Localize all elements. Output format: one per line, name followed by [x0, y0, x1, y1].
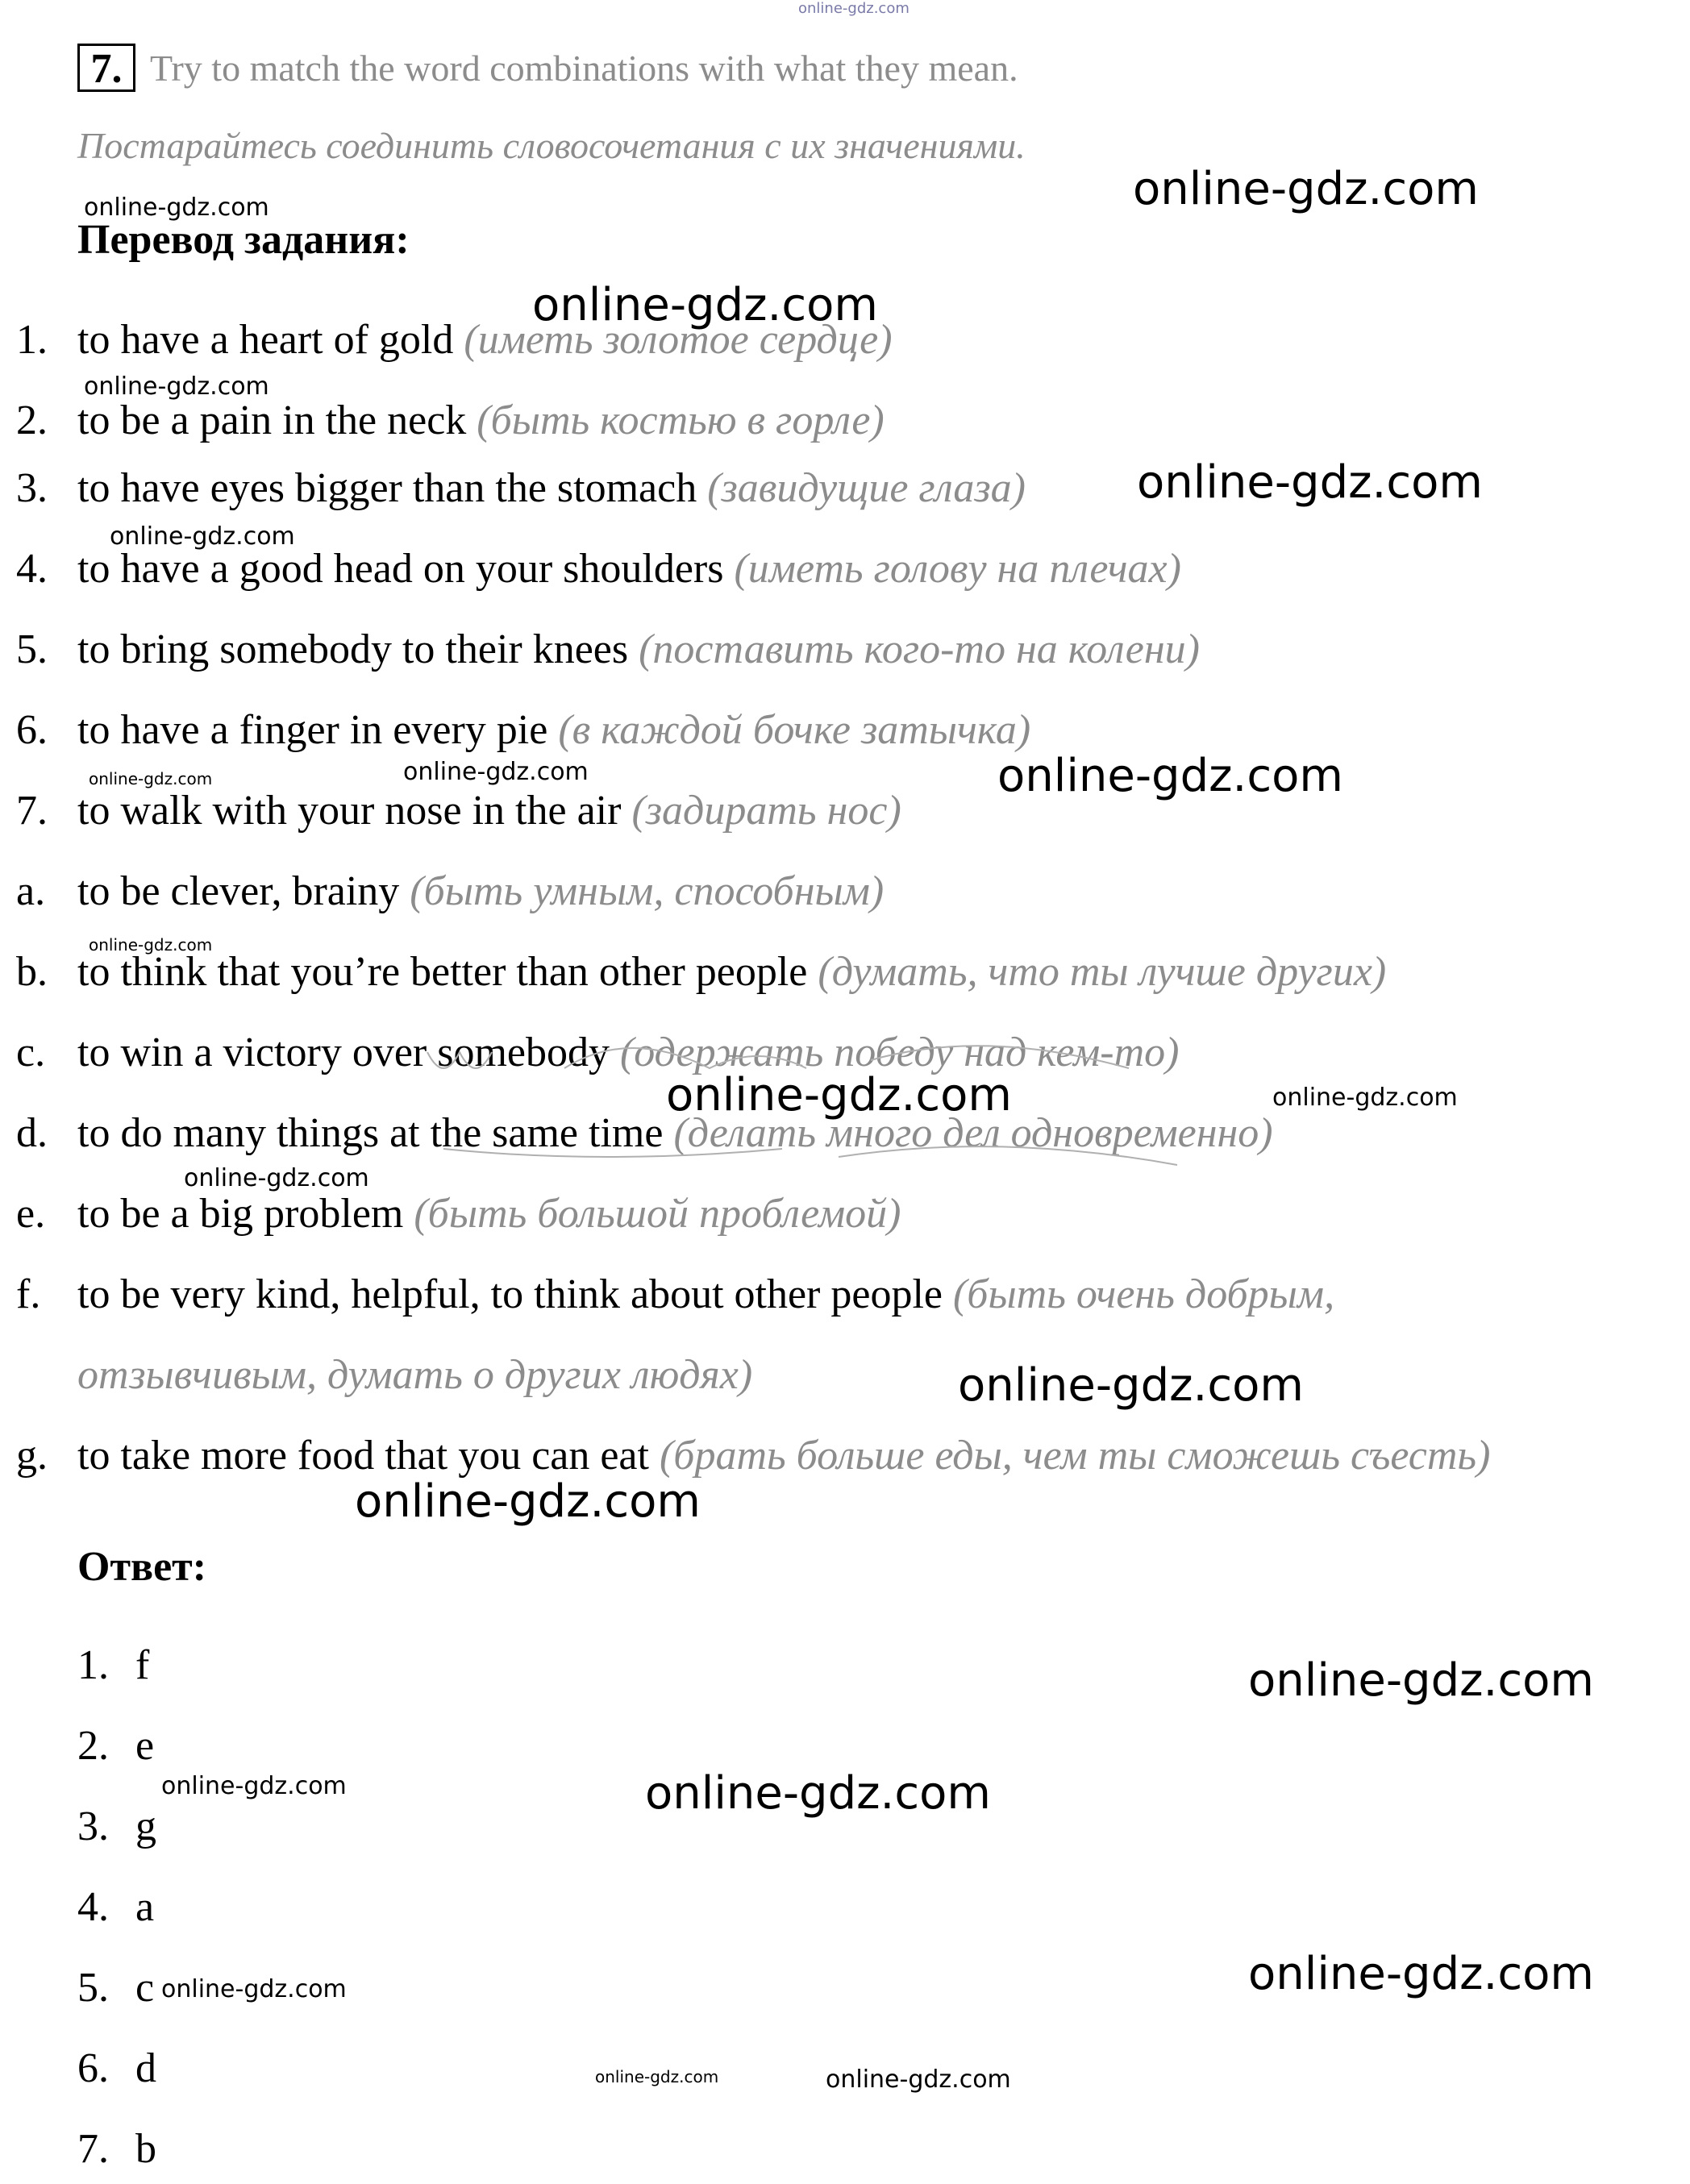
watermark: online-gdz.com — [826, 2065, 1011, 2094]
answer-number: 4. — [77, 1884, 109, 1930]
item-letter: f. — [16, 1271, 41, 1317]
item-text: to be clever, brainy — [77, 868, 400, 914]
item-text: to have a good head on your shoulders — [77, 546, 724, 592]
item-number: 1. — [16, 317, 48, 363]
answer-letter: b — [135, 2126, 156, 2172]
item-letter: g. — [16, 1433, 48, 1479]
watermark: online-gdz.com — [997, 750, 1343, 802]
answer-heading: Ответ: — [77, 1544, 207, 1590]
item-text: to have a finger in every pie — [77, 707, 548, 753]
answer-row — [77, 1803, 156, 1850]
item-text: to be a pain in the neck — [77, 397, 467, 443]
item-translation: (быть большой проблемой) — [414, 1191, 901, 1237]
answer-number: 3. — [77, 1803, 109, 1849]
item-letter: d. — [16, 1110, 48, 1156]
answer-letter: f — [135, 1642, 150, 1688]
watermark: online-gdz.com — [595, 2067, 719, 2086]
item-text: to bring somebody to their knees — [77, 626, 629, 672]
item-translation: (иметь голову на плечах) — [734, 546, 1181, 592]
watermark: online-gdz.com — [184, 1164, 369, 1192]
watermark: online-gdz.com — [798, 0, 910, 17]
item-text: to be very kind, helpful, to think about other people — [77, 1271, 943, 1317]
answer-row — [77, 1641, 149, 1689]
watermark: online-gdz.com — [666, 1069, 1012, 1121]
watermark: online-gdz.com — [161, 1975, 347, 2003]
answer-row — [77, 2125, 156, 2173]
translation-heading: Перевод задания: — [77, 217, 410, 263]
answer-letter: e — [135, 1723, 155, 1769]
watermark: online-gdz.com — [1272, 1084, 1458, 1112]
item-text: to win a victory over somebody — [77, 1030, 610, 1075]
task-title: Try to match the word combinations with what they mean. — [150, 48, 1018, 89]
item-number: 4. — [16, 546, 48, 592]
task-number-box: 7. — [77, 44, 135, 92]
watermark: online-gdz.com — [958, 1359, 1304, 1412]
item-translation: (быть костью в горле) — [477, 397, 885, 443]
item-letter: c. — [16, 1030, 46, 1075]
item-text: to walk with your nose in the air — [77, 788, 622, 834]
answer-row — [77, 1722, 154, 1770]
watermark: online-gdz.com — [161, 1772, 347, 1800]
watermark: online-gdz.com — [1248, 1654, 1594, 1707]
item-text: to have eyes bigger than the stomach — [77, 465, 697, 511]
watermark: online-gdz.com — [403, 758, 589, 786]
item-letter: a. — [16, 868, 46, 914]
item-translation: (брать больше еды, чем ты сможешь съесть) — [659, 1433, 1491, 1479]
item-number: 2. — [16, 397, 48, 443]
watermark: online-gdz.com — [1137, 456, 1483, 509]
answer-number: 2. — [77, 1723, 109, 1769]
watermark: online-gdz.com — [84, 193, 269, 222]
item-translation: (одержать победу над кем-то) — [619, 1030, 1180, 1075]
answer-number: 6. — [77, 2045, 109, 2091]
watermark: online-gdz.com — [355, 1475, 701, 1528]
watermark: online-gdz.com — [84, 372, 269, 401]
item-translation: (иметь золотое сердце) — [464, 317, 893, 363]
item-translation: (в каждой бочке затычка) — [558, 707, 1031, 753]
watermark: online-gdz.com — [532, 279, 878, 331]
answer-number: 5. — [77, 1965, 109, 2011]
answer-row — [77, 1964, 154, 2011]
item-translation: (быть умным, способным) — [410, 868, 885, 914]
item-number: 3. — [16, 465, 48, 511]
item-letter: e. — [16, 1191, 46, 1237]
answer-row — [77, 2045, 156, 2092]
answer-row — [77, 1883, 154, 1931]
item-letter: b. — [16, 949, 48, 995]
watermark: online-gdz.com — [1133, 163, 1479, 215]
watermark: online-gdz.com — [1248, 1948, 1594, 2000]
item-translation-continued: отзывчивым, думать о других людях) — [77, 1352, 753, 1398]
item-number: 5. — [16, 626, 48, 672]
item-text: to do many things at the same time — [77, 1110, 664, 1156]
item-text: to be a big problem — [77, 1191, 404, 1237]
watermark: online-gdz.com — [110, 522, 295, 551]
item-translation: (думать, что ты лучше других) — [818, 949, 1387, 995]
task-subtitle: Постарайтесь соединить словосочетания с их значениями. — [77, 125, 1026, 166]
answer-letter: g — [135, 1803, 156, 1849]
watermark: online-gdz.com — [89, 769, 213, 788]
item-number: 7. — [16, 788, 48, 834]
item-number: 6. — [16, 707, 48, 753]
item-translation: (поставить кого-то на колени) — [639, 626, 1200, 672]
item-translation: (делать много дел одновременно) — [673, 1110, 1273, 1156]
watermark: online-gdz.com — [645, 1767, 991, 1820]
answer-number: 7. — [77, 2126, 109, 2172]
item-text: to think that you’re better than other people — [77, 949, 808, 995]
item-text: to have a heart of gold — [77, 317, 454, 363]
answer-letter: c — [135, 1965, 155, 2011]
item-translation: (быть очень добрым, — [952, 1271, 1335, 1317]
answer-number: 1. — [77, 1642, 109, 1688]
watermark: online-gdz.com — [89, 935, 213, 955]
item-translation: (завидущие глаза) — [707, 465, 1026, 511]
item-translation: (задирать нос) — [631, 788, 901, 834]
answer-letter: a — [135, 1884, 155, 1930]
item-text: to take more food that you can eat — [77, 1433, 649, 1479]
answer-letter: d — [135, 2045, 156, 2091]
